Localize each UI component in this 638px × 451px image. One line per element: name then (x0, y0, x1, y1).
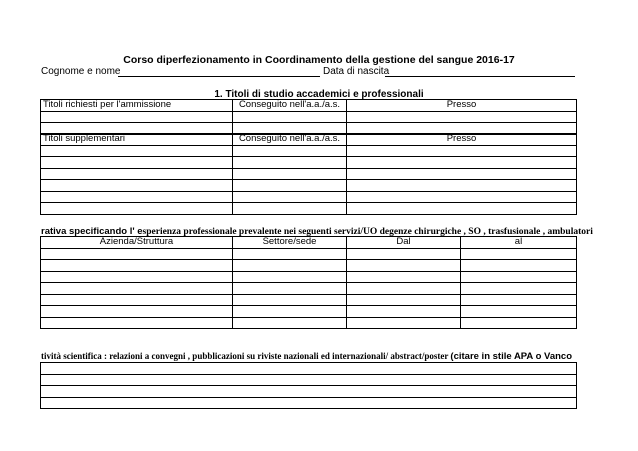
table-cell[interactable] (233, 248, 347, 260)
table-cell[interactable] (233, 271, 347, 283)
section2-title-sans: rativa specificando l' e (41, 226, 143, 237)
table-row (41, 157, 577, 169)
table-row (41, 386, 577, 398)
table-cell[interactable] (461, 248, 577, 260)
nascita-label: Data di nascita (323, 66, 390, 77)
table-cell[interactable] (41, 317, 233, 329)
table-row (41, 317, 577, 329)
table-row (41, 191, 577, 203)
cognome-label: Cognome e nome (41, 66, 121, 77)
header-titoli-supplementari: Titoli supplementari (41, 134, 233, 146)
table-cell[interactable] (233, 111, 347, 123)
table-row (41, 260, 577, 272)
table-cell[interactable] (461, 283, 577, 295)
table-row (41, 374, 577, 386)
table-cell[interactable] (41, 203, 233, 215)
table-cell[interactable] (41, 306, 233, 318)
table-cell[interactable] (233, 145, 347, 157)
table-cell[interactable] (233, 168, 347, 180)
table-cell[interactable] (233, 191, 347, 203)
scientific-activity-table (40, 362, 577, 409)
table-cell[interactable] (41, 374, 577, 386)
table-cell[interactable] (233, 317, 347, 329)
table-row (41, 271, 577, 283)
nascita-field[interactable] (385, 76, 575, 77)
section3-title (41, 351, 572, 362)
table-cell[interactable] (41, 248, 233, 260)
section3-title-serif: tività scientifica : relazioni a convegni , pubblicazioni su riviste nazionali ed internazionali/ abstract/poster (41, 351, 451, 361)
table-cell[interactable] (461, 306, 577, 318)
table-cell[interactable] (347, 248, 461, 260)
supplementary-titles-table (40, 133, 577, 215)
table-header-row (41, 100, 577, 112)
header-titoli-richiesti: Titoli richiesti per l'ammissione (41, 100, 233, 112)
table-cell[interactable] (233, 294, 347, 306)
header-dal: Dal (347, 237, 461, 249)
table-cell[interactable] (41, 397, 577, 409)
table-row (41, 283, 577, 295)
header-conseguito: Conseguito nell'a.a./a.s. (233, 134, 347, 146)
table-cell[interactable] (347, 111, 577, 123)
table-cell[interactable] (347, 294, 461, 306)
table-cell[interactable] (347, 191, 577, 203)
header-presso: Presso (347, 100, 577, 112)
table-header-row (41, 237, 577, 249)
header-presso: Presso (347, 134, 577, 146)
table-cell[interactable] (461, 271, 577, 283)
table-cell[interactable] (461, 294, 577, 306)
table-cell[interactable] (41, 145, 233, 157)
table-header-row (41, 134, 577, 146)
table-row (41, 306, 577, 318)
table-row (41, 363, 577, 375)
table-cell[interactable] (347, 203, 577, 215)
table-cell[interactable] (41, 191, 233, 203)
table-cell[interactable] (233, 283, 347, 295)
header-al: al (461, 237, 577, 249)
header-settore: Settore/sede (233, 237, 347, 249)
table-cell[interactable] (233, 203, 347, 215)
table-cell[interactable] (41, 386, 577, 398)
table-cell[interactable] (233, 260, 347, 272)
section3-title-sans: (citare in stile APA o Vanco (450, 351, 573, 362)
table-cell[interactable] (347, 168, 577, 180)
table-cell[interactable] (41, 157, 233, 169)
table-cell[interactable] (41, 111, 233, 123)
table-cell[interactable] (41, 260, 233, 272)
header-azienda: Azienda/Struttura (41, 237, 233, 249)
table-row (41, 248, 577, 260)
table-cell[interactable] (41, 363, 577, 375)
table-row (41, 203, 577, 215)
header-conseguito: Conseguito nell'a.a./a.s. (233, 100, 347, 112)
table-cell[interactable] (347, 271, 461, 283)
admission-titles-table (40, 99, 577, 135)
table-row (41, 180, 577, 192)
table-cell[interactable] (347, 157, 577, 169)
table-cell[interactable] (461, 317, 577, 329)
table-cell[interactable] (347, 306, 461, 318)
table-cell[interactable] (347, 145, 577, 157)
table-row (41, 397, 577, 409)
table-cell[interactable] (461, 260, 577, 272)
table-cell[interactable] (233, 157, 347, 169)
section2-title-serif: sperienza professionale prevalente nei seguenti servizi/UO degenze chirurgiche , SO , trasfusionale , ambulatori (142, 227, 593, 237)
cognome-field[interactable] (118, 76, 320, 77)
experience-table (40, 236, 577, 329)
table-cell[interactable] (41, 271, 233, 283)
table-cell[interactable] (347, 283, 461, 295)
table-row (41, 294, 577, 306)
table-cell[interactable] (347, 317, 461, 329)
document-title: Corso diperfezionamento in Coordinamento della gestione del sangue 2016-17 (123, 54, 515, 66)
table-cell[interactable] (41, 283, 233, 295)
table-cell[interactable] (233, 180, 347, 192)
table-row (41, 111, 577, 123)
table-cell[interactable] (233, 306, 347, 318)
table-cell[interactable] (347, 260, 461, 272)
section1-title: 1. Titoli di studio accademici e professionali (214, 89, 424, 100)
table-cell[interactable] (347, 180, 577, 192)
table-row (41, 145, 577, 157)
table-cell[interactable] (41, 168, 233, 180)
table-cell[interactable] (41, 180, 233, 192)
table-cell[interactable] (41, 294, 233, 306)
table-row (41, 168, 577, 180)
